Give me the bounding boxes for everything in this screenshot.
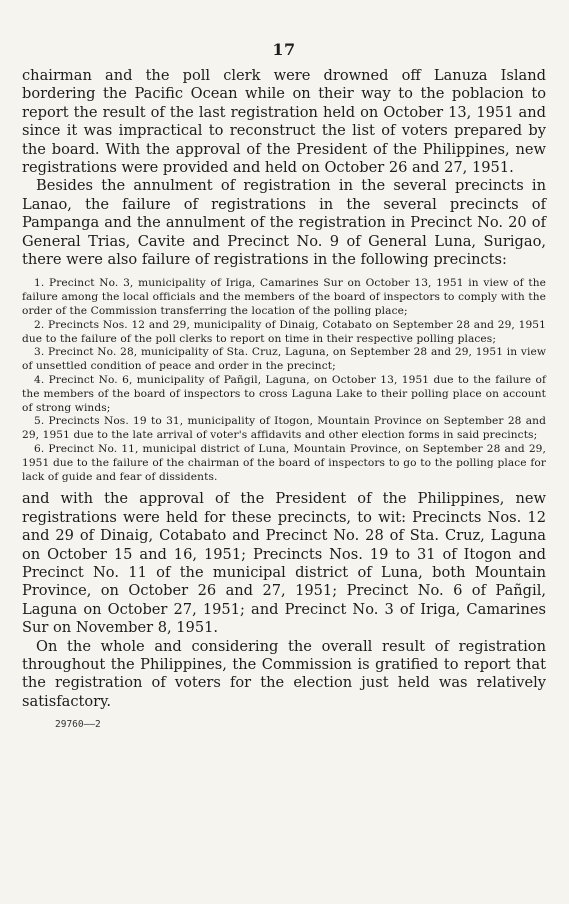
- list-item: 4. Precinct No. 6, municipality of Pañgil, Laguna, on October 13, 1951 due to the failure of the members of the board of inspectors to cross Laguna Lake to their polling place on account of strong winds;: [22, 374, 546, 414]
- list-item: 6. Precinct No. 11, municipal district of Luna, Mountain Province, on September 28 and 29, 1951 due to the failure of the chairman of the board of inspectors to go to the polling place for lack of guide and fear of dissidents.: [22, 443, 546, 483]
- list-item: 3. Precinct No. 28, municipality of Sta. Cruz, Laguna, on September 28 and 29, 1951 in view of unsettled condition of peace and order in the precinct;: [22, 346, 546, 373]
- paragraph-new-registrations: and with the approval of the President of the Philippines, new registrations were held for these precincts, to wit: Precincts Nos. 12 and 29 of Dinaig, Cotabato and Precinct No. 28 of Sta. Cruz, Laguna on October 15 and 16, 1951; Precincts Nos. 19 to 31 of Itogon and Precinct No. 11 of the municipal district of Luna, both Mountain Province, on October 26 and 27, 1951; Precinct No. 6 of Pañgil, Laguna on October 27, 1951; and Precinct No. 3 of Iriga, Camarines Sur on November 8, 1951.: [22, 490, 546, 637]
- document-page: [22, 40, 546, 730]
- paragraph-continuation: chairman and the poll clerk were drowned off Lanuza Island bordering the Pacific Ocean while on their way to the poblacion to report the result of the last registration held on October 13, 1951 and since it was impractical to reconstruct the list of voters prepared by the board. With the approval of the President of the Philippines, new registrations were provided and held on October 26 and 27, 1951.: [22, 67, 546, 177]
- list-item: 5. Precincts Nos. 19 to 31, municipality of Itogon, Mountain Province on September 28 and 29, 1951 due to the late arrival of voter's affidavits and other election forms in said precincts;: [22, 415, 546, 442]
- paragraph-failures-intro: Besides the annulment of registration in the several precincts in Lanao, the failure of registrations in the several precincts of Pampanga and the annulment of the registration in Precinct No. 20 of General Trias, Cavite and Precinct No. 9 of General Luna, Surigao, there were also failure of registrations in the following precincts:: [22, 177, 546, 269]
- list-item: 1. Precinct No. 3, municipality of Iriga, Camarines Sur on October 13, 1951 in view of the failure among the local officials and the members of the board of inspectors to comply with the order of the Commission transferring the location of the polling place;: [22, 277, 546, 318]
- printer-mark: 29760——2: [55, 719, 101, 731]
- precinct-list: [22, 277, 546, 484]
- page-number: 17: [272, 40, 296, 59]
- paragraph-conclusion: On the whole and considering the overall result of registration throughout the Philippines, the Commission is gratified to report that the registration of voters for the election just held was relatively satisfactory.: [22, 637, 546, 710]
- list-item: 2. Precincts Nos. 12 and 29, municipality of Dinaig, Cotabato on September 28 and 29, 1951 due to the failure of the poll clerks to report on time in their respective polling places;: [22, 318, 546, 345]
